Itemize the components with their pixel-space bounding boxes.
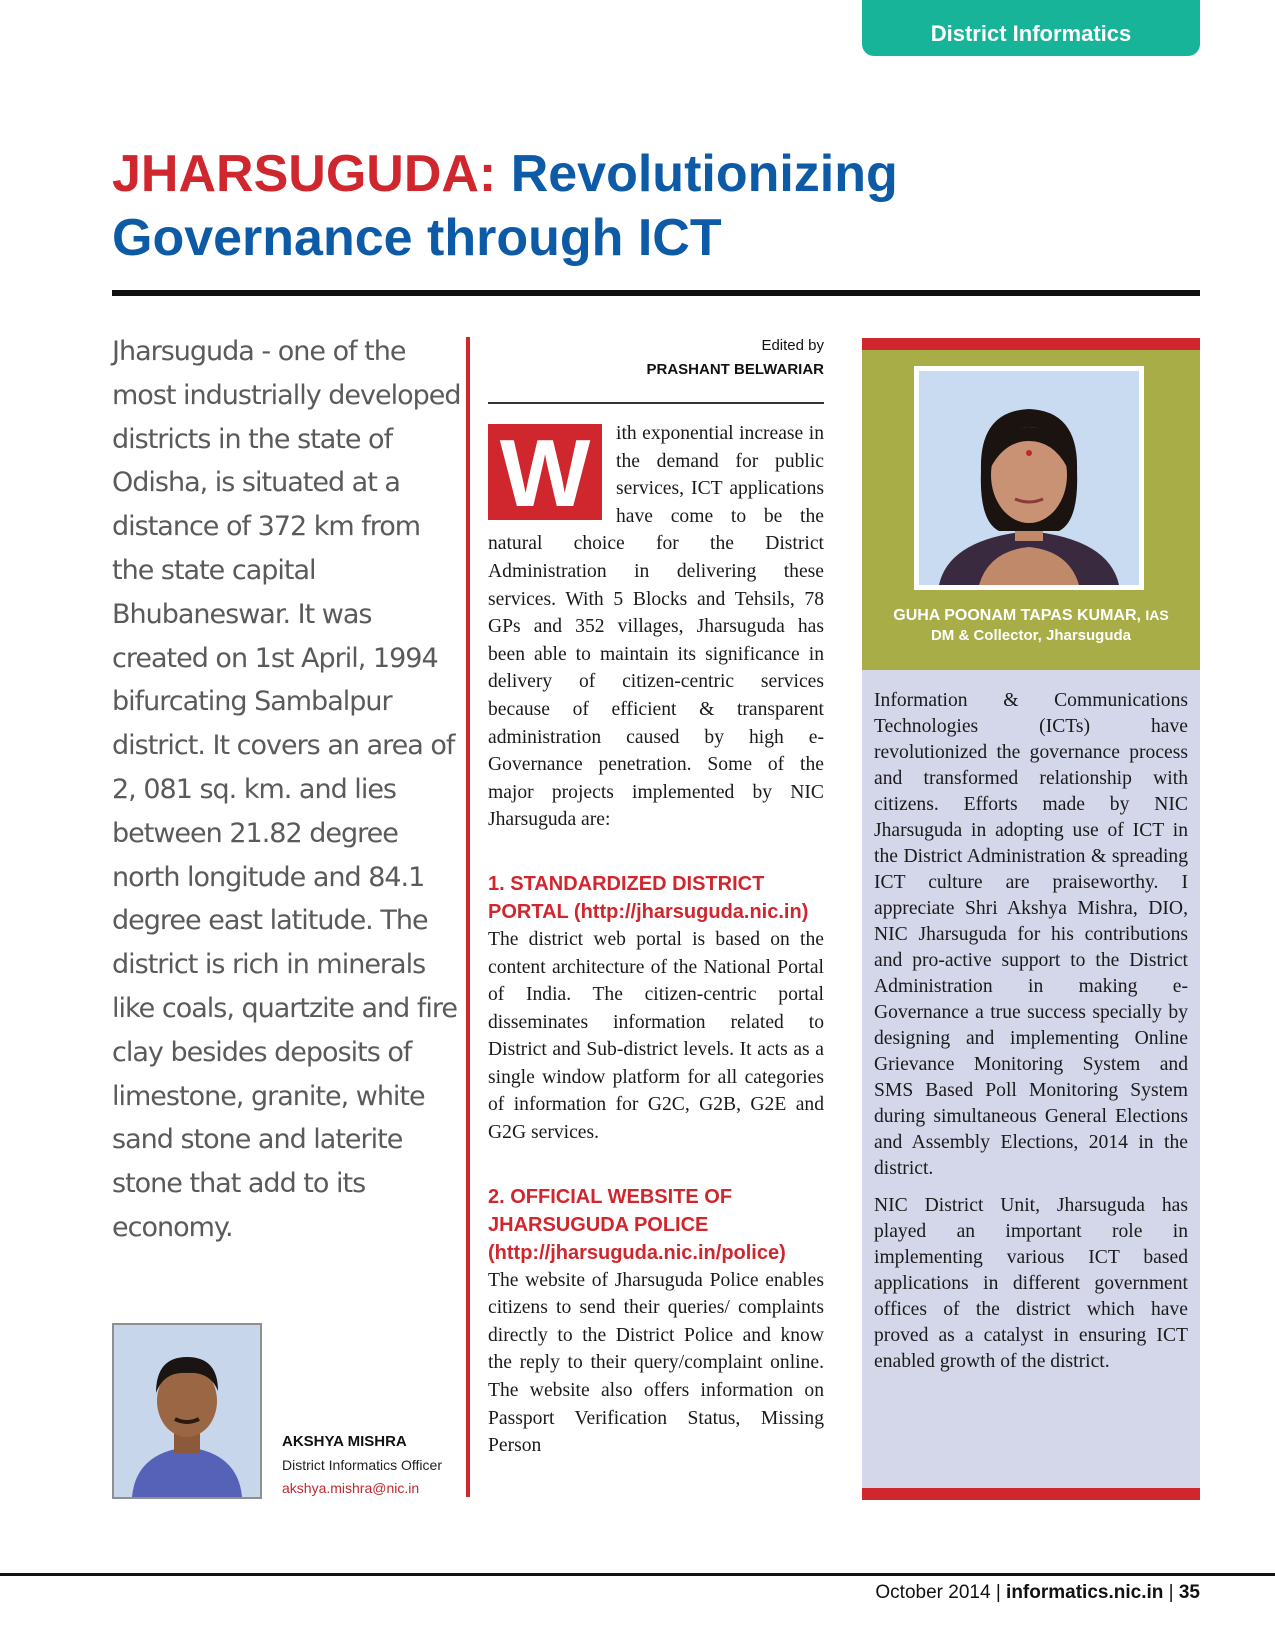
editor-rule	[488, 402, 824, 404]
collector-name-suffix: IAS	[1145, 607, 1169, 623]
dropcap: W	[488, 424, 602, 520]
collector-photo	[914, 366, 1144, 590]
column-divider	[466, 337, 470, 1497]
section-tab: District Informatics	[862, 0, 1200, 56]
article-body	[488, 420, 824, 1460]
editor-label: Edited by	[761, 337, 824, 354]
collector-role: DM & Collector, Jharsuguda	[930, 627, 1132, 644]
author-photo	[112, 1323, 262, 1499]
title-place: JHARSUGUDA:	[112, 145, 497, 203]
title-subject: Revolutionizing Governance through ICT	[112, 145, 898, 267]
section-body-police: The website of Jharsuguda Police enables citizens to send their queries/ complaints directly to the District Police and know the reply to their query/complaint online. The website also offers information on Passport Verification Status, Missing Person	[488, 1269, 824, 1457]
collector-name	[862, 604, 1200, 627]
page-number: 35	[1178, 1582, 1200, 1603]
section-body-portal: The district web portal is based on the content architecture of the National Portal of India. The citizen-centric portal disseminates information related to District and Sub-district levels. It acts as a single window platform for all categories of information for G2C, G2B, G2E and G2G services.	[488, 928, 824, 1144]
editor-credit	[488, 334, 824, 382]
intro-text: Jharsuguda - one of the most industrially developed districts in the state of Odisha, is situated at a distance of 372 km from the state capital Bhubaneswar. It was created on 1st April, 1994 bifurcating Sambalpur district. It covers an area of 2, 081 sq. km. and lies between 21.82 degree north longitude and 84.1 degree east latitude. The district is rich in minerals like coals, quartzite and fire clay besides deposits of limestone, granite, white sand stone and laterite stone that add to its economy.	[112, 336, 461, 1243]
footer-site[interactable]: informatics.nic.in	[1006, 1582, 1164, 1603]
section-heading-portal: 1. STANDARDIZED DISTRICT PORTAL (http://jharsuguda.nic.in)	[488, 872, 809, 923]
footer-rule	[0, 1573, 1275, 1576]
footer-date: October 2014	[875, 1582, 991, 1603]
message-paragraph: Information & Communications Technologies (ICTs) have revolutionized the governance process and transformed relationship with citizens. Efforts made by NIC Jharsuguda in adopting use of ICT in the District Administration & spreading ICT culture are praiseworthy. I appreciate Shri Akshya Mishra, DIO, NIC Jharsuguda for his contributions and pro-active support to the District Administration in making e-Governance a true success specially by designing and implementing Online Grievance Monitoring System and SMS Based Poll Monitoring System during simultaneous General Elections and Assembly Elections, 2014 in the district.	[874, 690, 1188, 1179]
collector-name-text: GUHA POONAM TAPAS KUMAR,	[893, 607, 1141, 624]
page-footer: October 2014 | informatics.nic.in | 35	[875, 1582, 1200, 1603]
message-paragraph: NIC District Unit, Jharsuguda has played an important role in implementing various ICT based applications in different government offices of the district which have proved as a catalyst in ensuring ICT enabled growth of the district.	[874, 1195, 1188, 1372]
sidebar-bottom-bar	[862, 1488, 1200, 1500]
editor-name: PRASHANT BELWARIAR	[646, 361, 824, 378]
article-lead	[488, 420, 824, 834]
page-title	[112, 142, 1212, 270]
author-name: AKSHYA MISHRA	[282, 1433, 407, 1450]
author-email[interactable]: akshya.mishra@nic.in	[282, 1480, 420, 1496]
lead-text: ith exponential increase in the demand for public services, ICT applications have come to be the natural choice for the District Administration in delivering these services. With 5 Blocks and Tehsils, 78 GPs and 352 villages, Jharsuguda has been able to maintain its significance in delivery of citizen-centric services because of efficient & transparent administration caused by high e-Governance penetration. Some of the major projects implemented by NIC Jharsuguda are:	[488, 423, 824, 831]
title-rule	[112, 290, 1200, 296]
sidebar-top-bar	[862, 338, 1200, 350]
collector-message	[862, 670, 1200, 1488]
author-role: District Informatics Officer	[282, 1457, 442, 1473]
section-heading-police: 2. OFFICIAL WEBSITE OF JHARSUGUDA POLICE (http://jharsuguda.nic.in/police)	[488, 1185, 786, 1264]
